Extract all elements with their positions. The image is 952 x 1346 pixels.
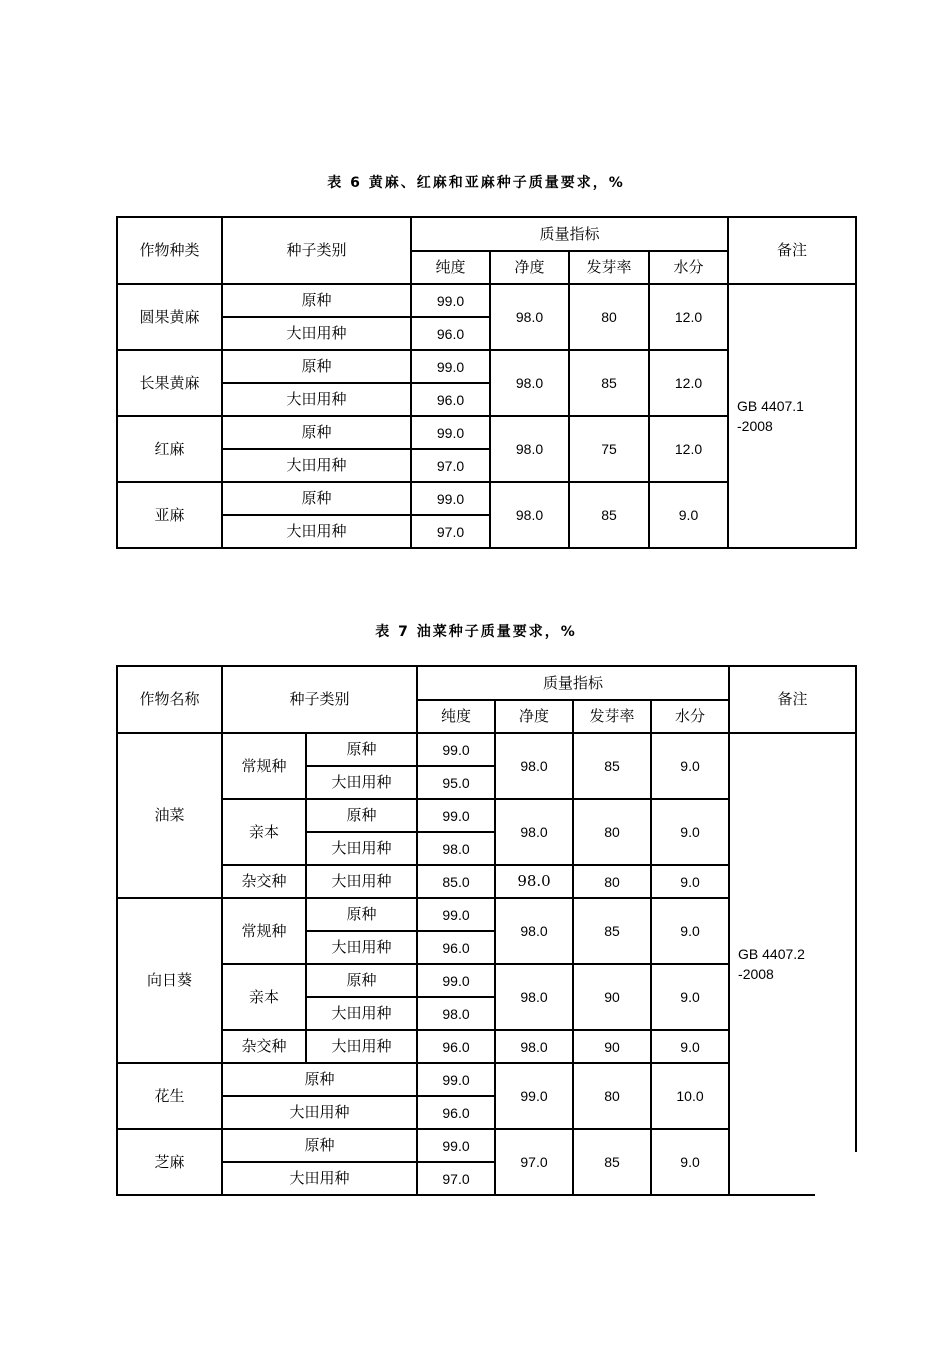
remark-line: GB 4407.1 xyxy=(737,398,804,414)
seed-group: 杂交种 xyxy=(222,1030,306,1063)
seed-type: 大田用种 xyxy=(306,1030,417,1063)
clarity-value: 98.0 xyxy=(495,964,573,1030)
germination-value: 80 xyxy=(573,799,651,865)
remark-line: -2008 xyxy=(738,966,774,982)
purity-value: 97.0 xyxy=(417,1162,495,1195)
header-moisture: 水分 xyxy=(651,700,729,733)
header-purity: 纯度 xyxy=(417,700,495,733)
seed-group: 常规种 xyxy=(222,898,306,964)
germination-value: 90 xyxy=(573,1030,651,1063)
crop-name: 圆果黄麻 xyxy=(117,284,222,350)
moisture-value: 9.0 xyxy=(651,733,729,799)
seed-group: 常规种 xyxy=(222,733,306,799)
seed-type: 大田用种 xyxy=(222,317,411,350)
header-seed-type: 种子类别 xyxy=(222,666,417,733)
moisture-value: 9.0 xyxy=(651,1129,729,1195)
purity-value: 96.0 xyxy=(417,1096,495,1129)
moisture-value: 9.0 xyxy=(649,482,728,548)
crop-name: 油菜 xyxy=(117,733,222,898)
seed-type: 原种 xyxy=(306,964,417,997)
header-remark: 备注 xyxy=(729,666,856,733)
seed-type: 原种 xyxy=(222,284,411,317)
table7-header-row xyxy=(117,666,856,700)
header-remark: 备注 xyxy=(728,217,856,284)
moisture-value: 12.0 xyxy=(649,416,728,482)
purity-value: 96.0 xyxy=(411,383,490,416)
purity-value: 99.0 xyxy=(417,898,495,931)
purity-value: 97.0 xyxy=(411,515,490,548)
header-clarity: 净度 xyxy=(495,700,573,733)
seed-type: 大田用种 xyxy=(306,997,417,1030)
header-moisture: 水分 xyxy=(649,251,728,284)
header-crop: 作物名称 xyxy=(117,666,222,733)
crop-name: 向日葵 xyxy=(117,898,222,1063)
table6-header-row xyxy=(117,217,856,251)
header-quality: 质量指标 xyxy=(417,666,729,700)
seed-type: 原种 xyxy=(222,416,411,449)
header-purity: 纯度 xyxy=(411,251,490,284)
purity-value: 85.0 xyxy=(417,865,495,898)
purity-value: 96.0 xyxy=(411,317,490,350)
header-clarity: 净度 xyxy=(490,251,569,284)
seed-type: 原种 xyxy=(222,1129,417,1162)
purity-value: 99.0 xyxy=(411,350,490,383)
purity-value: 95.0 xyxy=(417,766,495,799)
purity-value: 99.0 xyxy=(417,964,495,997)
seed-type: 原种 xyxy=(306,898,417,931)
germination-value: 85 xyxy=(573,1129,651,1195)
table7 xyxy=(116,665,857,1196)
moisture-value: 9.0 xyxy=(651,964,729,1030)
germination-value: 80 xyxy=(573,865,651,898)
purity-value: 99.0 xyxy=(417,1129,495,1162)
clarity-value: 99.0 xyxy=(495,1063,573,1129)
header-quality: 质量指标 xyxy=(411,217,728,251)
clarity-value: 98.0 xyxy=(495,898,573,964)
seed-type: 大田用种 xyxy=(222,1096,417,1129)
crop-name: 长果黄麻 xyxy=(117,350,222,416)
remark-cell xyxy=(728,284,856,548)
moisture-value: 9.0 xyxy=(651,1030,729,1063)
seed-type: 大田用种 xyxy=(222,515,411,548)
crop-name: 花生 xyxy=(117,1063,222,1129)
purity-value: 98.0 xyxy=(417,997,495,1030)
purity-value: 99.0 xyxy=(417,1063,495,1096)
germination-value: 85 xyxy=(573,898,651,964)
header-germination: 发芽率 xyxy=(569,251,649,284)
purity-value: 96.0 xyxy=(417,1030,495,1063)
seed-type: 原种 xyxy=(222,1063,417,1096)
purity-value: 98.0 xyxy=(417,832,495,865)
remark-line: -2008 xyxy=(737,418,773,434)
table-row xyxy=(117,733,856,766)
seed-type: 大田用种 xyxy=(306,865,417,898)
seed-type: 大田用种 xyxy=(306,766,417,799)
seed-type: 原种 xyxy=(306,733,417,766)
border-gap-bottom xyxy=(815,1190,859,1198)
seed-type: 大田用种 xyxy=(306,931,417,964)
purity-value: 99.0 xyxy=(417,733,495,766)
purity-value: 99.0 xyxy=(411,284,490,317)
germination-value: 80 xyxy=(569,284,649,350)
germination-value: 80 xyxy=(573,1063,651,1129)
table6 xyxy=(116,216,857,549)
clarity-value: 98.0 xyxy=(490,350,569,416)
moisture-value: 9.0 xyxy=(651,799,729,865)
moisture-value: 9.0 xyxy=(651,865,729,898)
moisture-value: 12.0 xyxy=(649,284,728,350)
crop-name: 芝麻 xyxy=(117,1129,222,1195)
seed-type: 大田用种 xyxy=(222,383,411,416)
germination-value: 75 xyxy=(569,416,649,482)
purity-value: 97.0 xyxy=(411,449,490,482)
clarity-value: 98.0 xyxy=(495,733,573,799)
remark-cell xyxy=(729,733,856,1195)
header-germination: 发芽率 xyxy=(573,700,651,733)
seed-group: 亲本 xyxy=(222,964,306,1030)
seed-type: 大田用种 xyxy=(306,832,417,865)
crop-name: 红麻 xyxy=(117,416,222,482)
remark-line: GB 4407.2 xyxy=(738,946,805,962)
seed-group: 亲本 xyxy=(222,799,306,865)
clarity-value: 98.0 xyxy=(495,799,573,865)
table6-caption: 表 6 黄麻、红麻和亚麻种子质量要求，% xyxy=(327,175,625,191)
germination-value: 85 xyxy=(569,482,649,548)
clarity-value: 98.0 xyxy=(495,1030,573,1063)
header-seed-type: 种子类别 xyxy=(222,217,411,284)
moisture-value: 9.0 xyxy=(651,898,729,964)
seed-type: 大田用种 xyxy=(222,1162,417,1195)
seed-type: 原种 xyxy=(222,482,411,515)
germination-value: 90 xyxy=(573,964,651,1030)
clarity-value: 97.0 xyxy=(495,1129,573,1195)
header-crop: 作物种类 xyxy=(117,217,222,284)
seed-type: 大田用种 xyxy=(222,449,411,482)
clarity-value: 98.0 xyxy=(495,865,573,898)
germination-value: 85 xyxy=(569,350,649,416)
purity-value: 96.0 xyxy=(417,931,495,964)
seed-type: 原种 xyxy=(222,350,411,383)
seed-group: 杂交种 xyxy=(222,865,306,898)
purity-value: 99.0 xyxy=(411,482,490,515)
moisture-value: 12.0 xyxy=(649,350,728,416)
clarity-value: 98.0 xyxy=(490,284,569,350)
moisture-value: 10.0 xyxy=(651,1063,729,1129)
clarity-value: 98.0 xyxy=(490,482,569,548)
germination-value: 85 xyxy=(573,733,651,799)
clarity-value: 98.0 xyxy=(490,416,569,482)
crop-name: 亚麻 xyxy=(117,482,222,548)
table-row xyxy=(117,284,856,317)
table7-caption: 表 7 油菜种子质量要求，% xyxy=(375,624,577,640)
purity-value: 99.0 xyxy=(411,416,490,449)
purity-value: 99.0 xyxy=(417,799,495,832)
seed-type: 原种 xyxy=(306,799,417,832)
